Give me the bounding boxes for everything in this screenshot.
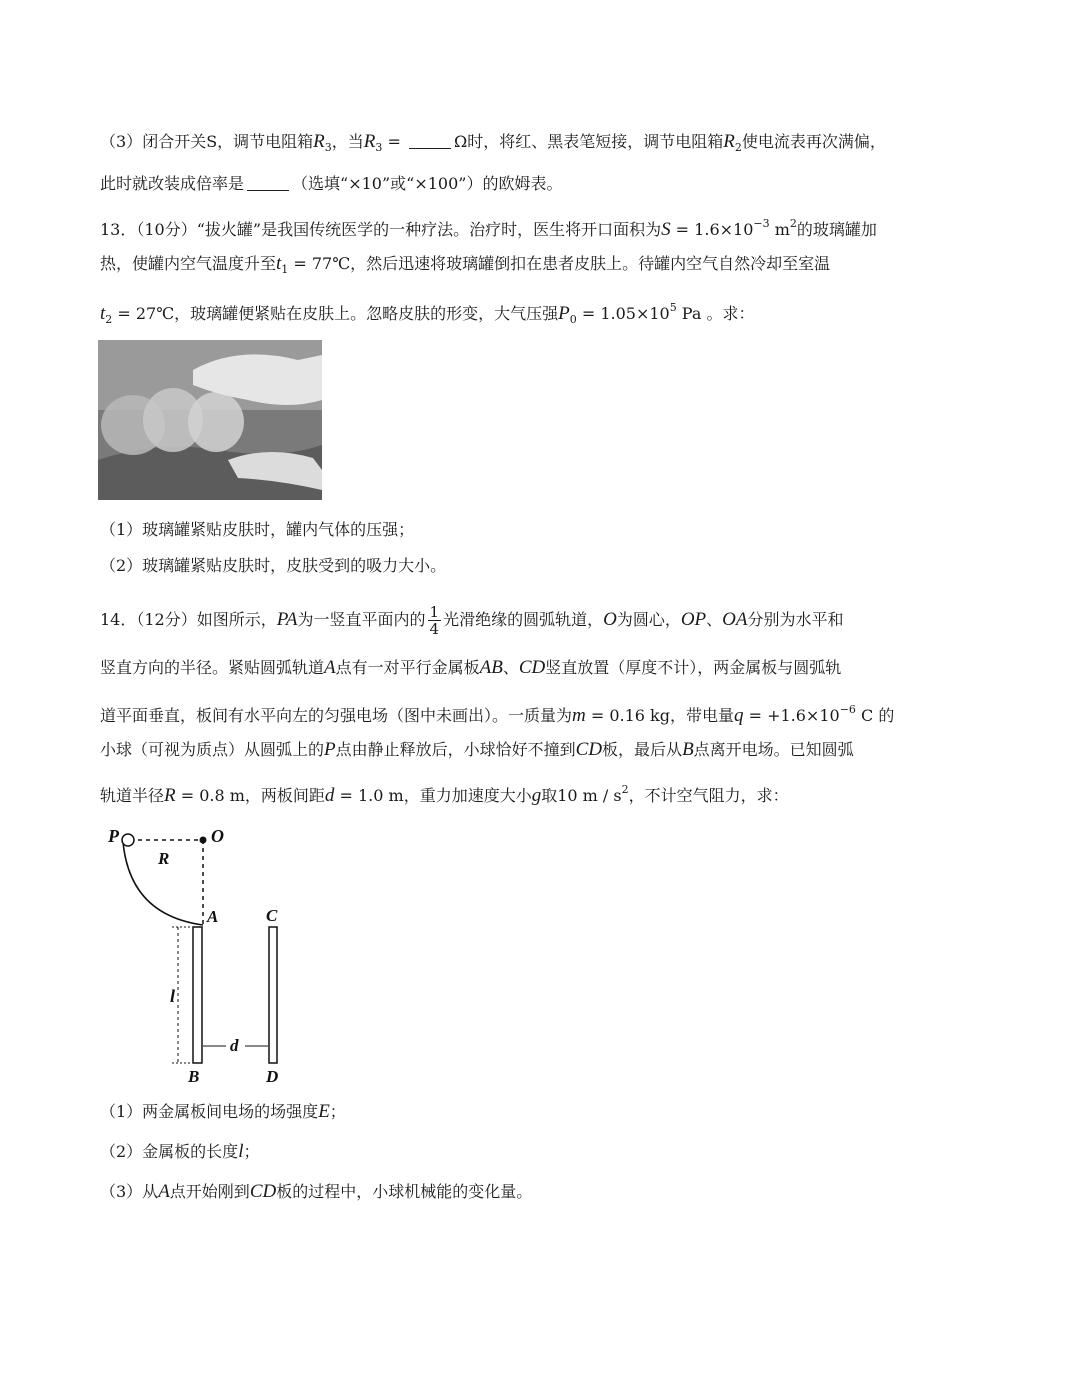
q13-line1: 13．（10分）“拔火罐”是我国传统医学的一种疗法。治疗时，医生将开口面积为$S = 1.6\times 10^{-3}$ $m^2$的玻璃罐加 — [100, 217, 877, 240]
q14-sub1: （1）两金属板间电场的场强度E； — [100, 1101, 346, 1122]
plate-cd — [269, 927, 277, 1063]
label-b: B — [188, 1067, 200, 1086]
arc-plates-diagram — [100, 820, 320, 1094]
label-d-point: D — [266, 1067, 279, 1086]
answer-blank — [247, 176, 289, 191]
q14-sub3: （3）从A点开始刚到CD板的过程中，小球机械能的变化量。 — [100, 1181, 533, 1202]
label-l: l — [170, 986, 176, 1006]
fraction: $\frac{1}{4}$ — [429, 603, 440, 638]
answer-blank — [409, 134, 451, 149]
label-c: C — [266, 906, 278, 925]
center-point — [200, 837, 207, 844]
label-p: P — [108, 826, 119, 846]
arc-plates-svg — [100, 820, 320, 1090]
q14-line5: 轨道半径R = 0.8 m，两板间距d = 1.0 m，重力加速度大小g取10 m / $s^2$，不计空气阻力，求： — [100, 783, 789, 806]
q14-sub2: （2）金属板的长度l； — [100, 1141, 260, 1162]
q14-line4: 小球（可视为质点）从圆弧上的P点由静止释放后，小球恰好不撞到CD板，最后从B点离开电场。已知圆弧 — [100, 739, 854, 760]
label-a: A — [207, 907, 219, 926]
q13-line3: $t_2$ = 27℃，玻璃罐便紧贴在皮肤上。忽略皮肤的形变，大气压强$P_0 = 1.05\times 10^5$ Pa 。求： — [100, 301, 755, 326]
cupping-photo — [98, 340, 322, 500]
label-r: R — [158, 849, 170, 868]
plate-ab — [193, 927, 202, 1063]
q14-line3: 道平面垂直，板间有水平向左的匀强电场（图中未画出）。一质量为m = 0.16 kg，带电量$q = +1.6\times 10^{-6}$ C 的 — [100, 703, 895, 726]
q13-sub2: （2）玻璃罐紧贴皮肤时，皮肤受到的吸力大小。 — [100, 556, 447, 575]
q12-part3-line1: （3）闭合开关S，调节电阻箱$R_3$，当$R_3 = \Omega$时，将红、黑表笔短接，调节电阻箱$R_2$使电流表再次满偏， — [100, 131, 886, 154]
label-d: d — [230, 1036, 239, 1055]
q12-part3-line2: 此时就改装成倍率是 （选填“×10”或“×100”）的欧姆表。 — [100, 174, 563, 193]
q13-line2: 热，使罐内空气温度升至$t_1$ = 77℃，然后迅速将玻璃罐倒扣在患者皮肤上。待罐内空气自然冷却至室温 — [100, 253, 831, 276]
ball — [122, 834, 134, 846]
q14-line1: 14．（12分）如图所示，PA为一竖直平面内的 $\frac{1}{4}$ 光滑绝缘的圆弧轨道，O为圆心，OP、OA分别为水平和 — [100, 603, 844, 638]
label-o: O — [211, 826, 224, 846]
q14-line2: 竖直方向的半径。紧贴圆弧轨道A点有一对平行金属板AB、CD竖直放置（厚度不计），两金属板与圆弧轨 — [100, 657, 842, 678]
cupping-photo-illustration — [98, 340, 322, 500]
q13-sub1: （1）玻璃罐紧贴皮肤时，罐内气体的压强； — [100, 520, 415, 539]
